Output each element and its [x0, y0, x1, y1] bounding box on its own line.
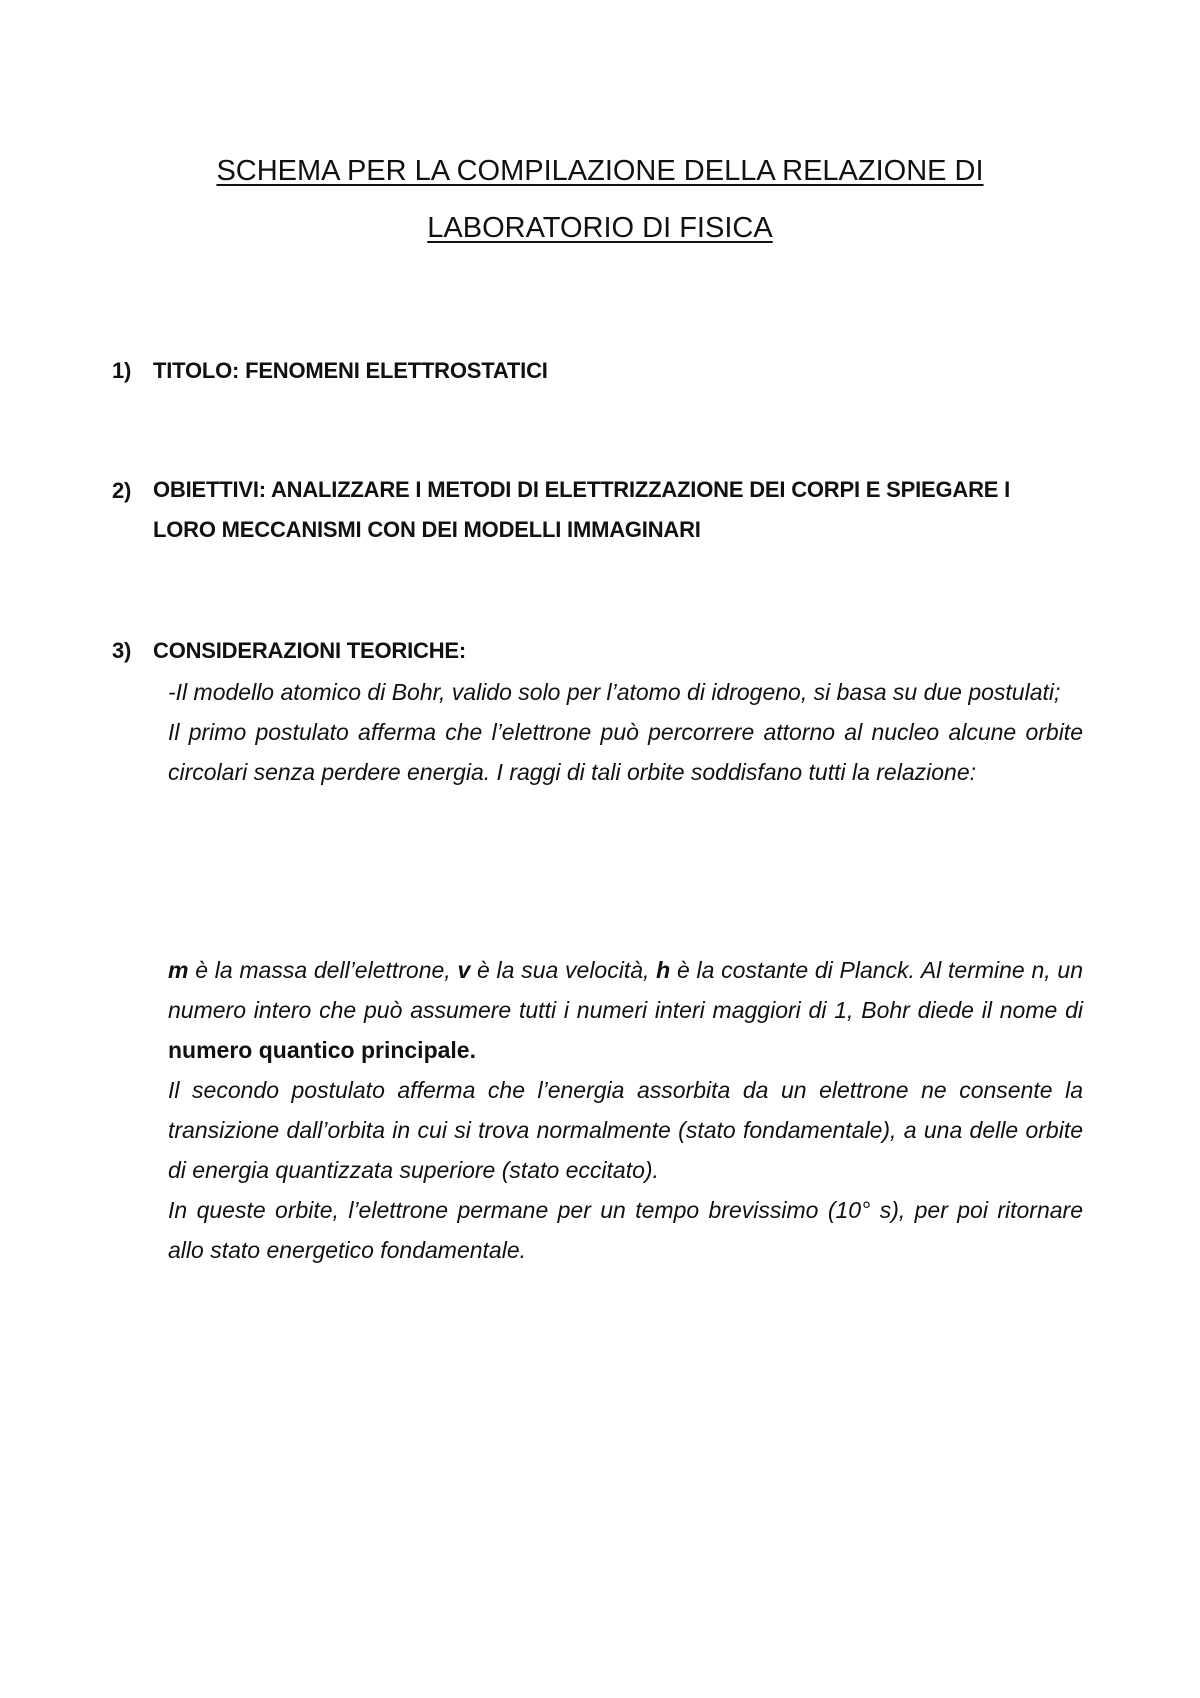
theory-paragraph-variables — [168, 950, 1083, 1070]
item-number: 3) — [112, 638, 132, 663]
symbol-h: h — [656, 957, 671, 983]
item-text-line-1: OBIETTIVI: ANALIZZARE I METODI DI ELETTRIZZAZIONE DEI CORPI E SPIEGARE I — [153, 477, 1011, 502]
symbol-v: v — [457, 957, 471, 983]
theory-paragraph-first-postulate: Il primo postulato afferma che l’elettrone può percorrere attorno al nucleo alcune orbite circolari senza perdere energia. I raggi di tali orbite soddisfano tutti la relazione: — [168, 719, 1083, 785]
item-number: 2) — [112, 478, 132, 503]
title-line-1: SCHEMA PER LA COMPILAZIONE DELLA RELAZIONE DI — [216, 155, 984, 187]
text-h: è la costante di Planck. Al termine n, un numero intero che può assumere tutti i numeri interi maggiori di 1, Bohr diede il nome di — [168, 957, 1083, 1023]
item-text — [153, 470, 1010, 550]
bold-term-principal-quantum-number: numero quantico principale — [168, 1037, 470, 1063]
item-number: 1) — [112, 358, 132, 383]
theory-text-block-b — [168, 950, 1083, 1270]
end-period: . — [469, 1037, 476, 1063]
text-m: è la massa dell’elettrone, — [188, 957, 458, 983]
symbol-m: m — [168, 957, 189, 983]
title-line-2: LABORATORIO DI FISICA — [427, 212, 773, 244]
text-v: è la sua velocità, — [470, 957, 657, 983]
item-text-line-2: LORO MECCANISMI CON DEI MODELLI IMMAGINARI — [153, 517, 701, 542]
document-title — [120, 143, 1080, 257]
theory-paragraph-bohr-model: -Il modello atomico di Bohr, valido solo per l’atomo di idrogeno, si basa su due postulati; — [168, 679, 1061, 705]
theory-paragraph-excited-state: In queste orbite, l’elettrone permane per un tempo brevissimo (10° s), per poi ritornare allo stato energetico fondamentale. — [168, 1197, 1083, 1263]
item-text: CONSIDERAZIONI TEORICHE: — [153, 638, 466, 663]
item-text: TITOLO: FENOMENI ELETTROSTATICI — [153, 358, 548, 383]
theory-text-block-a — [168, 672, 1083, 792]
theory-paragraph-second-postulate: Il secondo postulato afferma che l’energia assorbita da un elettrone ne consente la transizione dall’orbita in cui si trova normalmente (stato fondamentale), a una delle orbite di energia quantizzata superiore (stato eccitato). — [168, 1077, 1083, 1183]
